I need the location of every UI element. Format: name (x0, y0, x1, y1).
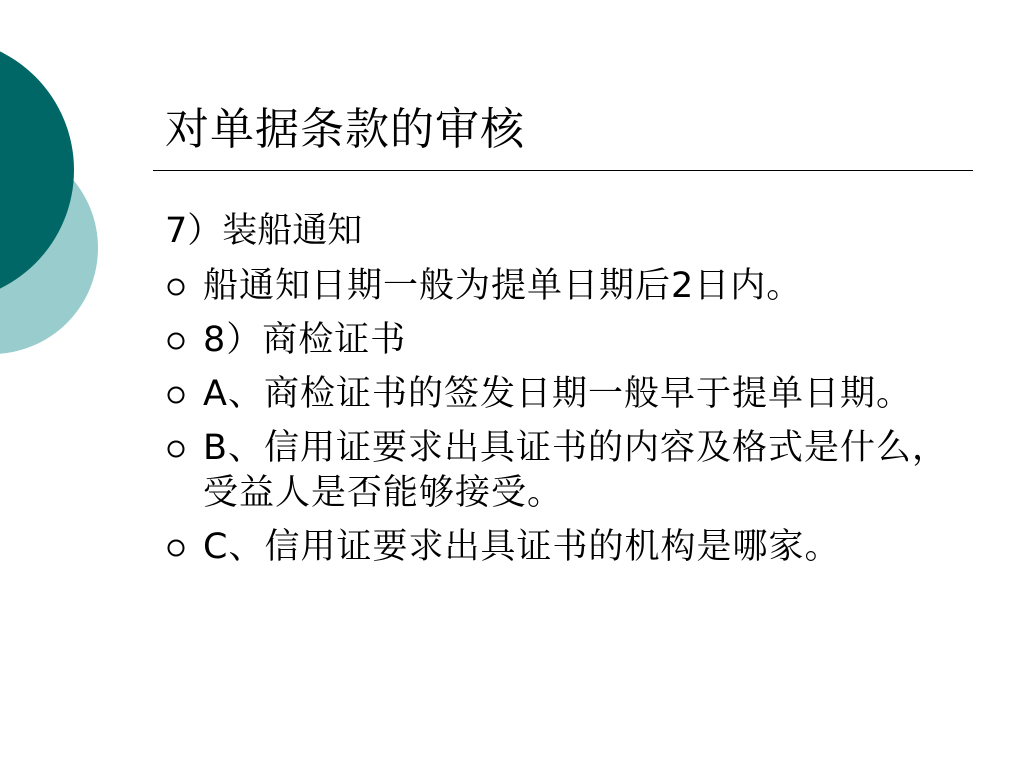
bullet-text: 船通知日期一般为提单日期后2日内。 (203, 266, 803, 306)
subheading: 7）装船通知 (165, 211, 363, 251)
bullet-text: A、商检证书的签发日期一般早于提单日期。 (203, 374, 912, 414)
hollow-circle-bullet-icon (167, 386, 185, 404)
hollow-circle-bullet-icon (167, 278, 185, 296)
hollow-circle-bullet-icon (167, 332, 185, 350)
title-divider (153, 170, 973, 171)
bullet-item (165, 372, 970, 417)
bullet-text: 8）商检证书 (203, 320, 407, 360)
bullet-text: B、信用证要求出具证书的内容及格式是什么，受益人是否能够接受。 (203, 428, 949, 513)
bullet-item (165, 525, 970, 570)
bullet-item (165, 264, 970, 309)
slide-body (165, 206, 970, 579)
slide-title: 对单据条款的审核 (165, 104, 525, 155)
hollow-circle-bullet-icon (167, 440, 185, 458)
bullet-item (165, 426, 970, 516)
bullet-text: C、信用证要求出具证书的机构是哪家。 (203, 527, 841, 567)
bullet-item (165, 318, 970, 363)
decorative-circles (0, 0, 120, 420)
hollow-circle-bullet-icon (167, 539, 185, 557)
